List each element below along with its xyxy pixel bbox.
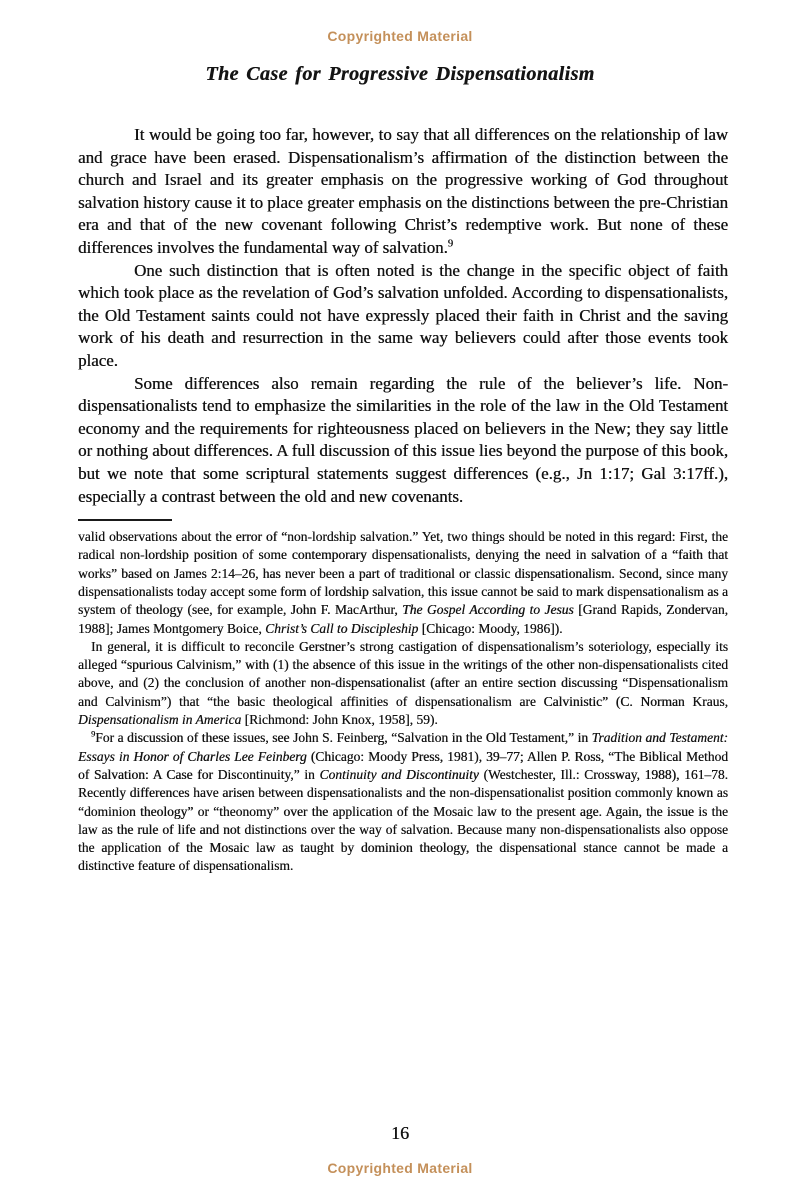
body-paragraph-2: One such distinction that is often noted is the change in the specific object of faith which took place as the revelation of God’s salvation unfolded. According to dispensationalists, the Old Testament saints could not have expressly placed their faith in Christ and the saving work of his death and resurrection in the same way believers could after those events took place. [78,260,728,370]
footnote-divider [78,519,172,521]
body-paragraph-1: It would be going too far, however, to say that all differences on the relationship of law and grace have been erased. Dispensationalism’s affirmation of the distinction between the church and Israel and its greater emphasis on the progressive working of God throughout salvation history cause it to place greater emphasis on the distinctions between the pre-Christian era and that of the new covenant following Christ’s redemptive work. But none of these differences involves the fundamental way of salvation.$^9$ [78,125,728,257]
footnote-9: $^9$For a discussion of these issues, see John S. Feinberg, “Salvation in the Old Testament,” in Tradition and Testament: Essays in Honor of Charles Lee Feinberg (Chicago: Moody Press, 1981), 39–77; Allen P. Ross, “The Biblical Method of Salvation: A Case for Discontinuity,” in Continuity and Discontinuity (Westchester, Ill.: Crossway, 1988), 161–78. Recently differences have arisen between dispensationalists and the non-dispensationalist position commonly known as “dominion theology” or “theonomy” over the application of the Mosaic law to the present age. Again, the issue is the law as the rule of life and not distinctions over the way of salvation. Because many non-dispensationalists also oppose the application of the Mosaic law as taught by dominion theology, the dispensational stance cannot be made a distinctive feature of dispensationalism. [78,729,728,874]
page-number: 16 [391,1123,409,1143]
copyright-banner-bottom: Copyrighted Material [327,1160,473,1176]
footnotes-section [78,528,728,876]
body-paragraph-3: Some differences also remain regarding the rule of the believer’s life. Non-dispensationalists tend to emphasize the similarities in the role of the law in the Old Testament economy and the requirements for righteousness placed on believers in the New; they say little or nothing about differences. A full discussion of this issue lies beyond the purpose of this book, but we note that some scriptural statements suggest differences (e.g., Jn 1:17; Gal 3:17ff.), especially a contrast between the old and new covenants. [78,373,728,506]
body-text [78,124,728,508]
footnote-general-note: In general, it is difficult to reconcile Gerstner’s strong castigation of dispensationalism’s soteriology, especially its alleged “spurious Calvinism,” with (1) the absence of this issue in the writings of the other non-dispensationalists cited above, and (2) the conclusion of another non-dispensationalist (after an entire section discussing “Dispensationalism and Calvinism”) that “the basic theological affinities of dispensationalism are Calvinistic” (C. Norman Kraus, Dispensationalism in America [Richmond: John Knox, 1958], 59). [78,638,728,728]
chapter-title: The Case for Progressive Dispensationalism [205,63,595,85]
copyright-banner-top: Copyrighted Material [327,28,473,44]
footnote-continuation: valid observations about the error of “non-lordship salvation.” Yet, two things should be noted in this regard: First, the radical non-lordship position of some contemporary dispensationalists, denying the need in salvation of a “faith that works” based on James 2:14–26, has never been a part of traditional or classic dispensationalism. Second, since many dispensationalists today accept some form of lordship salvation, this issue cannot be said to mark dispensationalism as a system of theology (see, for example, John F. MacArthur, The Gospel According to Jesus [Grand Rapids, Zondervan, 1988]; James Montgomery Boice, Christ’s Call to Discipleship [Chicago: Moody, 1986]). [78,529,729,636]
